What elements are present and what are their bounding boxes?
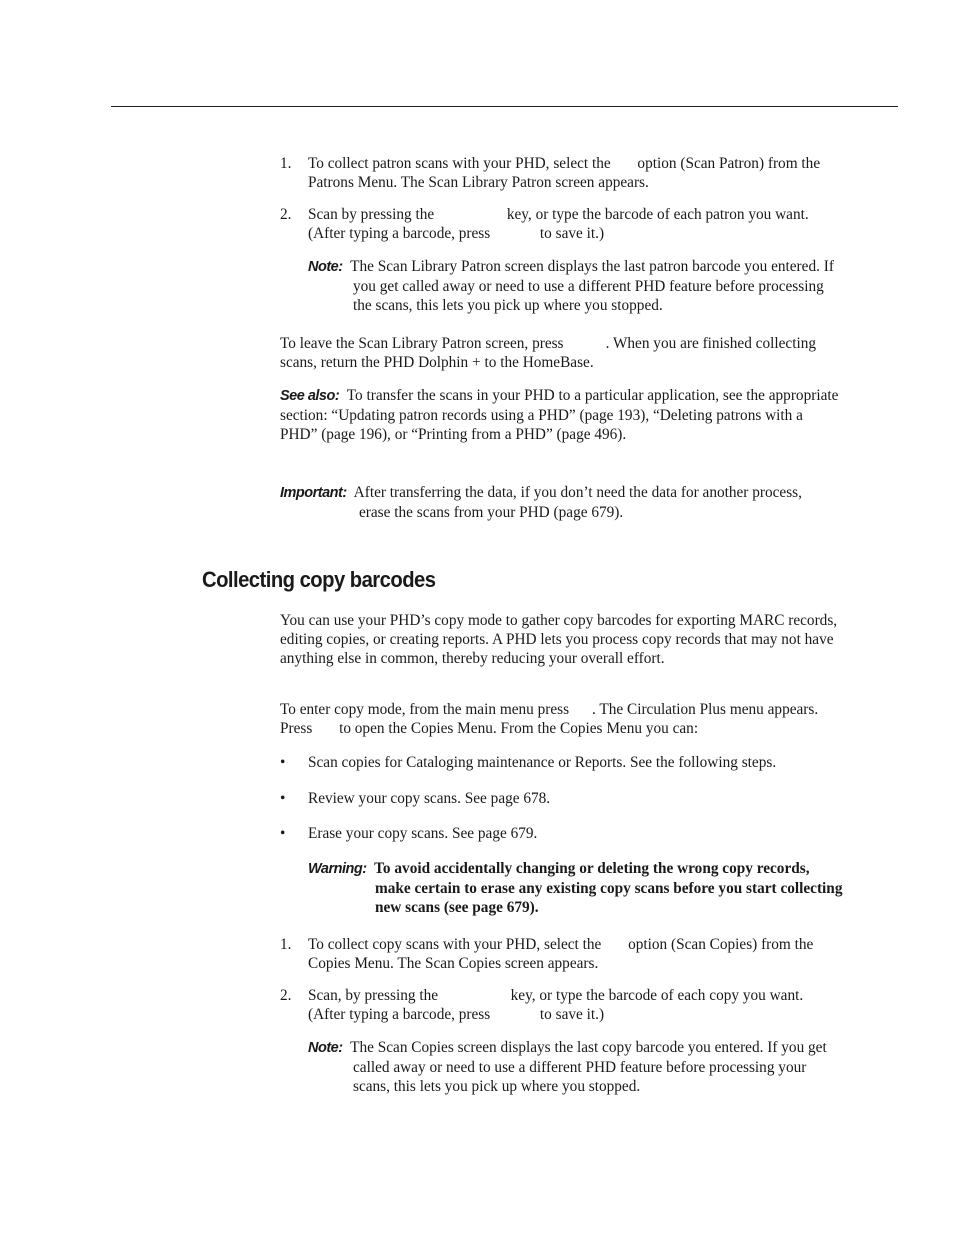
important-label: Important:	[280, 485, 347, 501]
note-label: Note:	[308, 1040, 343, 1056]
step-text: To collect copy scans with your PHD, select the option (Scan Copies) from the Copies Menu. The Scan Copies screen appears.	[308, 936, 814, 972]
bullet-marker: •	[280, 790, 286, 807]
see-also-label: See also:	[280, 388, 340, 404]
warning-block	[308, 859, 845, 917]
step-number: 1.	[280, 155, 292, 172]
warning-text: To avoid accidentally changing or deleting the wrong copy records, make certain to erase any existing copy scans before you start collecting new scans (see page 679).	[374, 860, 843, 916]
bullet-item: Erase your copy scans. See page 679.	[308, 825, 538, 842]
step-number: 2.	[280, 206, 292, 223]
note-text: The Scan Library Patron screen displays the last patron barcode you entered. If you get called away or need to use a different PHD feature before processing the scans, this lets you pick up where you stopped.	[350, 258, 834, 314]
important-block	[280, 483, 829, 522]
note-block	[308, 257, 838, 315]
important-text: After transferring the data, if you don’t need the data for another process, erase the scans from your PHD (page 679).	[353, 484, 802, 521]
step-text: Scan, by pressing the key, or type the barcode of each copy you want. (After typing a barcode, press to save it.)	[308, 987, 804, 1023]
step-number: 2.	[280, 987, 292, 1004]
see-also-text: To transfer the scans in your PHD to a particular application, see the appropriate section: “Updating patron records using a PHD” (page 193), “Deleting patrons with a PHD” (page 196), or “Printing from a PHD” (page 496).	[280, 387, 839, 443]
bullet-marker: •	[280, 825, 286, 842]
warning-label: Warning:	[308, 861, 367, 877]
see-also-block	[280, 386, 840, 444]
header-rule	[111, 106, 898, 107]
intro-paragraph: You can use your PHD’s copy mode to gather copy barcodes for exporting MARC records, editing copies, or creating reports. A PHD lets you process copy records that may not have anything else in common, thereby reducing your overall effort.	[280, 612, 838, 667]
note-block	[308, 1038, 838, 1096]
bullet-item: Scan copies for Cataloging maintenance or Reports. See the following steps.	[308, 754, 777, 771]
step-text: Scan by pressing the key, or type the barcode of each patron you want. (After typing a barcode, press to save it.)	[308, 206, 809, 242]
step-text: To collect patron scans with your PHD, select the option (Scan Patron) from the Patrons Menu. The Scan Library Patron screen appears.	[308, 155, 821, 191]
section-heading: Collecting copy barcodes	[202, 567, 436, 592]
step-number: 1.	[280, 936, 292, 953]
leave-paragraph: To leave the Scan Library Patron screen, press . When you are finished collecting scans, return the PHD Dolphin + to the HomeBase.	[280, 335, 816, 371]
note-label: Note:	[308, 259, 343, 275]
enter-copy-mode-paragraph: To enter copy mode, from the main menu press . The Circulation Plus menu appears. Press to open the Copies Menu. From the Copies Menu you can:	[280, 701, 819, 737]
bullet-item: Review your copy scans. See page 678.	[308, 790, 551, 807]
note-text: The Scan Copies screen displays the last copy barcode you entered. If you get called away or need to use a different PHD feature before processing your scans, this lets you pick up where you stopped.	[350, 1039, 827, 1095]
bullet-marker: •	[280, 754, 286, 771]
